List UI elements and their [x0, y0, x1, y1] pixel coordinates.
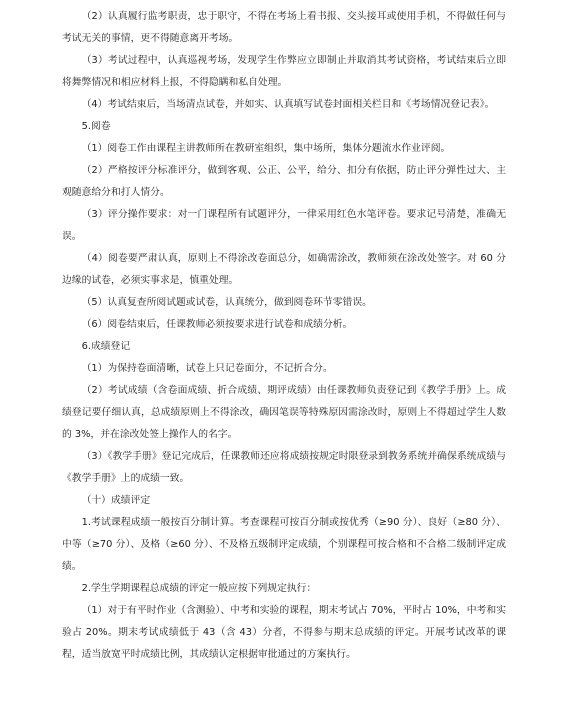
- paragraph-grading-4: （4）阅卷要严肃认真，原则上不得涂改卷面总分，如确需涂改，教师须在涂改处签字。对 60 分边缘的试卷，必须实事求是，慎重处理。: [62, 253, 506, 286]
- paragraph-evaluation-2: 2.学生学期课程总成绩的评定一般应按下列规定执行：: [81, 583, 317, 594]
- paragraph-proctor-patrol: （3）考试过程中，认真巡视考场，发现学生作弊应立即制止并取消其考试资格，考试结束后立即将舞弊情况和相应材料上报，不得隐瞒和私自处理。: [62, 55, 506, 88]
- paragraph-grading-5: （5）认真复查所阅试题或试卷，认真统分，做到阅卷环节零错误。: [81, 297, 372, 308]
- paragraph-evaluation-3: （1）对于有平时作业（含测验）、中考和实验的课程，期末考试占 70%，平时占 10%，中考和实验占 20%。期末考试成绩低于 43（含 43）分者，不得参与期末总成绩的评定。开展考试改革的课程，适当放宽平时成绩比例，其成绩认定根据审批通过的方案执行。: [62, 605, 506, 660]
- paragraph-evaluation-1: 1.考试课程成绩一般按百分制计算。考查课程可按百分制或按优秀（≥90 分）、良好（≥80 分）、中等（≥70 分）、及格（≥60 分）、不及格五级制评定成绩，个别课程可按合格和不合格二级制评定成绩。: [62, 517, 506, 572]
- paragraph-recording-1: （1）为保持卷面清晰，试卷上只记卷面分，不记折合分。: [81, 363, 333, 374]
- paragraph-recording-3: （3）《教学手册》登记完成后，任课教师还应将成绩按规定时限登录到教务系统并确保系统成绩与《教学手册》上的成绩一致。: [62, 451, 506, 484]
- paragraph-recording-2: （2）考试成绩（含卷面成绩、折合成绩、期评成绩）由任课教师负责登记到《教学手册》上。成绩登记要仔细认真，总成绩原则上不得涂改，确因笔误等特殊原因需涂改时，原则上不得超过学生人数的 3%，并在涂改处签上操作人的名字。: [62, 385, 506, 440]
- section-heading-grading: 5.阅卷: [81, 121, 111, 132]
- paragraph-grading-2: （2）严格按评分标准评分，做到客观、公正、公平，给分、扣分有依据，防止评分弹性过大、主观随意给分和打人情分。: [62, 165, 506, 198]
- paragraph-grading-3: （3）评分操作要求：对一门课程所有试题评分，一律采用红色水笔评卷。要求记号清楚，准确无误。: [62, 209, 506, 242]
- section-heading-score-recording: 6.成绩登记: [81, 341, 131, 352]
- paragraph-grading-6: （6）阅卷结束后，任课教师必须按要求进行试卷和成绩分析。: [81, 319, 353, 330]
- paragraph-proctor-duties: （2）认真履行监考职责，忠于职守，不得在考场上看书报、交头接耳或使用手机，不得做任何与考试无关的事情，更不得随意离开考场。: [62, 11, 506, 44]
- paragraph-proctor-end: （4）考试结束后，当场清点试卷，并如实、认真填写试卷封面相关栏目和《考场情况登记表》。: [81, 99, 495, 110]
- paragraph-grading-1: （1）阅卷工作由课程主讲教师所在教研室组织，集中场所，集体分题流水作业评阅。: [81, 143, 451, 154]
- section-heading-score-evaluation: （十）成绩评定: [81, 495, 151, 506]
